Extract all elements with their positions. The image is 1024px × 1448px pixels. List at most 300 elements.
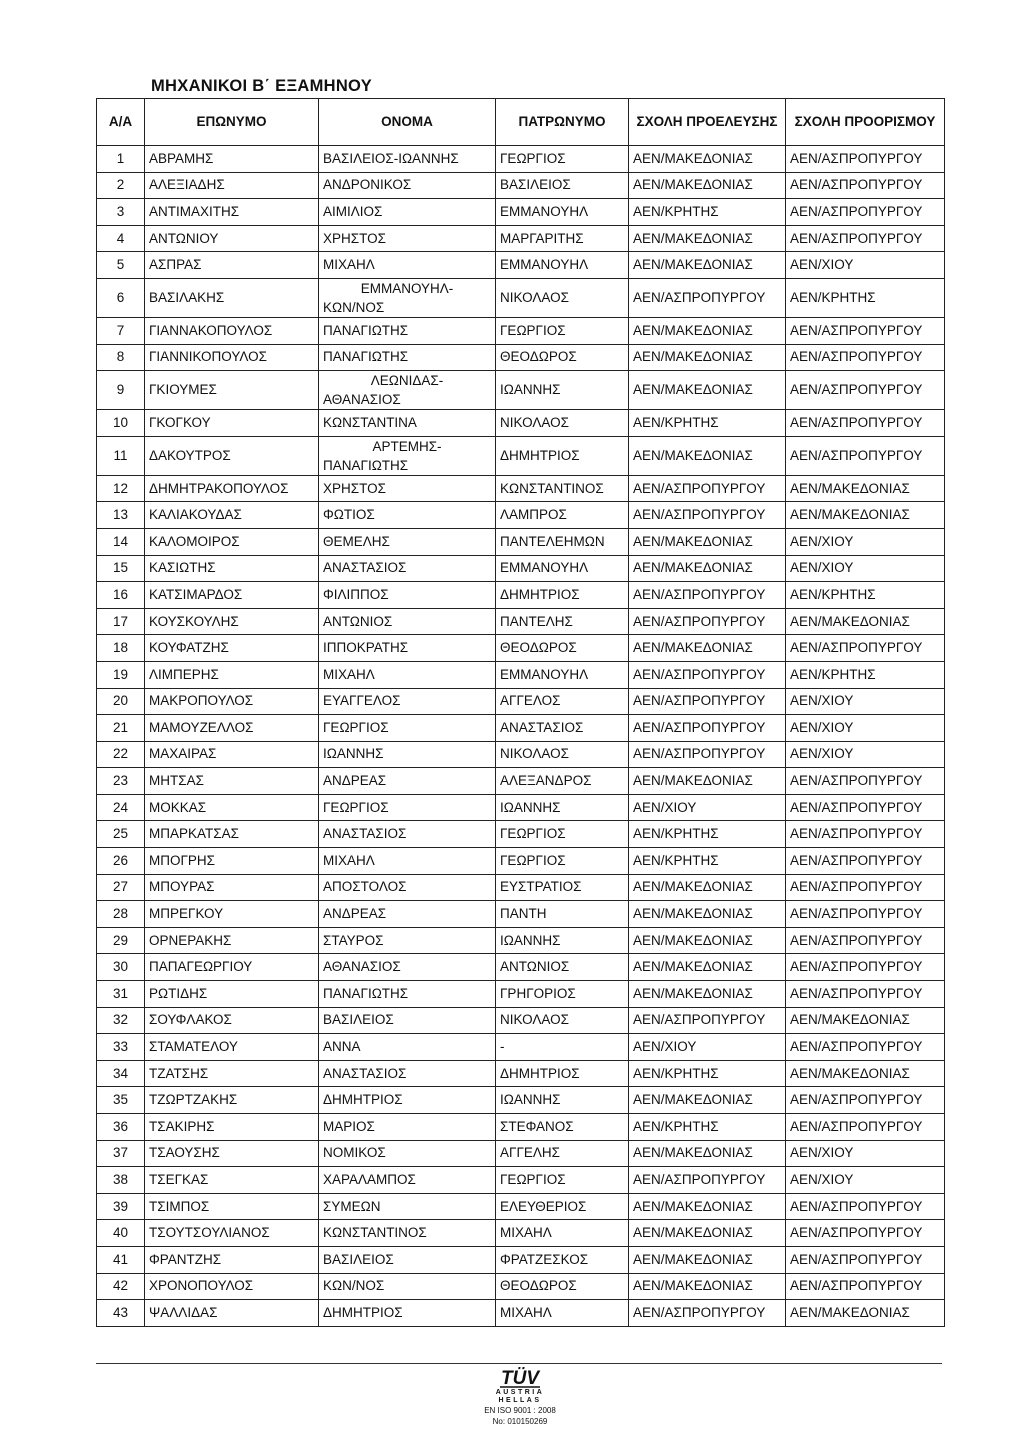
father-name-cell: ΕΜΜΑΝΟΥΗΛ [496,661,629,688]
name-cell: ΑΙΜΙΛΙΟΣ [319,199,496,226]
origin-school-cell: ΑΕΝ/ΚΡΗΤΗΣ [629,1060,786,1087]
destination-school-cell: ΑΕΝ/ΑΣΠΡΟΠΥΡΓΟΥ [786,1034,945,1061]
destination-school-cell: ΑΕΝ/ΑΣΠΡΟΠΥΡΓΟΥ [786,436,945,475]
row-number: 14 [97,528,145,555]
destination-school-cell: ΑΕΝ/ΜΑΚΕΔΟΝΙΑΣ [786,475,945,502]
name-cell: ΕΥΑΓΓΕΛΟΣ [319,688,496,715]
name-cell: ΔΗΜΗΤΡΙΟΣ [319,1300,496,1327]
table-row [97,954,945,981]
origin-school-cell: ΑΕΝ/ΜΑΚΕΔΟΝΙΑΣ [629,317,786,344]
row-number: 11 [97,436,145,475]
origin-school-cell: ΑΕΝ/ΜΑΚΕΔΟΝΙΑΣ [629,981,786,1008]
origin-school-cell: ΑΕΝ/ΜΑΚΕΔΟΝΙΑΣ [629,1140,786,1167]
origin-school-cell: ΑΕΝ/ΚΡΗΤΗΣ [629,1114,786,1141]
destination-school-cell: ΑΕΝ/ΑΣΠΡΟΠΥΡΓΟΥ [786,981,945,1008]
father-name-cell: ΓΕΩΡΓΙΟΣ [496,821,629,848]
destination-school-cell: ΑΕΝ/ΧΙΟΥ [786,555,945,582]
name-cell: ΜΙΧΑΗΛ [319,848,496,875]
table-row [97,199,945,226]
destination-school-cell: ΑΕΝ/ΚΡΗΤΗΣ [786,278,945,317]
table-row [97,635,945,662]
table-body [97,146,945,1327]
origin-school-cell: ΑΕΝ/ΜΑΚΕΔΟΝΙΑΣ [629,555,786,582]
father-name-cell: ΑΝΑΣΤΑΣΙΟΣ [496,715,629,742]
name-cell: ΧΡΗΣΤΟΣ [319,225,496,252]
table-row [97,688,945,715]
surname-cell: ΚΑΛΙΑΚΟΥΔΑΣ [145,502,319,529]
table-row [97,1273,945,1300]
father-name-cell: ΚΩΝΣΤΑΝΤΙΝΟΣ [496,475,629,502]
name-cell: ΕΜΜΑΝΟΥΗΛ- ΚΩΝ/ΝΟΣ [319,278,496,317]
destination-school-cell: ΑΕΝ/ΜΑΚΕΔΟΝΙΑΣ [786,608,945,635]
table-row [97,741,945,768]
origin-school-cell: ΑΕΝ/ΑΣΠΡΟΠΥΡΓΟΥ [629,1007,786,1034]
surname-cell: ΜΠΟΓΡΗΣ [145,848,319,875]
name-cell: ΠΑΝΑΓΙΩΤΗΣ [319,344,496,371]
surname-cell: ΜΑΜΟΥΖΕΛΛΟΣ [145,715,319,742]
row-number: 12 [97,475,145,502]
father-name-cell: ΔΗΜΗΤΡΙΟΣ [496,436,629,475]
row-number: 16 [97,582,145,609]
surname-cell: ΣΟΥΦΛΑΚΟΣ [145,1007,319,1034]
row-number: 17 [97,608,145,635]
row-number: 8 [97,344,145,371]
name-cell: ΔΗΜΗΤΡΙΟΣ [319,1087,496,1114]
origin-school-cell: ΑΕΝ/ΚΡΗΤΗΣ [629,199,786,226]
father-name-cell: ΙΩΑΝΝΗΣ [496,794,629,821]
destination-school-cell: ΑΕΝ/ΧΙΟΥ [786,1167,945,1194]
name-cell: ΣΤΑΥΡΟΣ [319,927,496,954]
destination-school-cell: ΑΕΝ/ΑΣΠΡΟΠΥΡΓΟΥ [786,1273,945,1300]
surname-cell: ΑΒΡΑΜΗΣ [145,146,319,173]
surname-cell: ΚΟΥΦΑΤΖΗΣ [145,635,319,662]
row-number: 22 [97,741,145,768]
row-number: 13 [97,502,145,529]
destination-school-cell: ΑΕΝ/ΑΣΠΡΟΠΥΡΓΟΥ [786,1114,945,1141]
destination-school-cell: ΑΕΝ/ΧΙΟΥ [786,688,945,715]
father-name-cell: ΑΛΕΞΑΝΔΡΟΣ [496,768,629,795]
father-name-cell: ΣΤΕΦΑΝΟΣ [496,1114,629,1141]
table-row [97,436,945,475]
father-name-cell: - [496,1034,629,1061]
table-row [97,1007,945,1034]
destination-school-cell: ΑΕΝ/ΜΑΚΕΔΟΝΙΑΣ [786,1060,945,1087]
destination-school-cell: ΑΕΝ/ΑΣΠΡΟΠΥΡΓΟΥ [786,848,945,875]
origin-school-cell: ΑΕΝ/ΑΣΠΡΟΠΥΡΓΟΥ [629,661,786,688]
name-cell: ΒΑΣΙΛΕΙΟΣ [319,1246,496,1273]
destination-school-cell: ΑΕΝ/ΑΣΠΡΟΠΥΡΓΟΥ [786,635,945,662]
destination-school-cell: ΑΕΝ/ΑΣΠΡΟΠΥΡΓΟΥ [786,874,945,901]
name-cell: ΠΑΝΑΓΙΩΤΗΣ [319,317,496,344]
table-row [97,1193,945,1220]
page-title: ΜΗΧΑΝΙΚΟΙ Β΄ ΕΞΑΜΗΝΟΥ [151,77,373,95]
surname-cell: ΓΙΑΝΝΙΚΟΠΟΥΛΟΣ [145,344,319,371]
origin-school-cell: ΑΕΝ/ΜΑΚΕΔΟΝΙΑΣ [629,436,786,475]
surname-cell: ΡΩΤΙΔΗΣ [145,981,319,1008]
table-row [97,1060,945,1087]
table-row [97,1167,945,1194]
destination-school-cell: ΑΕΝ/ΑΣΠΡΟΠΥΡΓΟΥ [786,1087,945,1114]
destination-school-cell: ΑΕΝ/ΑΣΠΡΟΠΥΡΓΟΥ [786,317,945,344]
row-number: 39 [97,1193,145,1220]
origin-school-cell: ΑΕΝ/ΜΑΚΕΔΟΝΙΑΣ [629,874,786,901]
row-number: 33 [97,1034,145,1061]
row-number: 6 [97,278,145,317]
destination-school-cell: ΑΕΝ/ΑΣΠΡΟΠΥΡΓΟΥ [786,927,945,954]
name-cell: ΑΝΔΡΕΑΣ [319,901,496,928]
row-number: 10 [97,410,145,437]
origin-school-cell: ΑΕΝ/ΜΑΚΕΔΟΝΙΑΣ [629,172,786,199]
surname-cell: ΓΚΟΓΚΟΥ [145,410,319,437]
name-cell: ΑΝΑΣΤΑΣΙΟΣ [319,821,496,848]
table-row [97,146,945,173]
name-cell: ΑΝΑΣΤΑΣΙΟΣ [319,1060,496,1087]
name-cell: ΚΩΝΣΤΑΝΤΙΝΑ [319,410,496,437]
father-name-cell: ΦΡΑΤΖΕΣΚΟΣ [496,1246,629,1273]
row-number: 2 [97,172,145,199]
table-row [97,1220,945,1247]
father-name-cell: ΙΩΑΝΝΗΣ [496,371,629,410]
row-number: 19 [97,661,145,688]
logo-austria: AUSTRIA [495,1389,545,1396]
name-cell: ΑΝΝΑ [319,1034,496,1061]
destination-school-cell: ΑΕΝ/ΜΑΚΕΔΟΝΙΑΣ [786,1300,945,1327]
row-number: 20 [97,688,145,715]
origin-school-cell: ΑΕΝ/ΜΑΚΕΔΟΝΙΑΣ [629,1087,786,1114]
name-cell: ΜΙΧΑΗΛ [319,661,496,688]
origin-school-cell: ΑΕΝ/ΜΑΚΕΔΟΝΙΑΣ [629,528,786,555]
table-row [97,927,945,954]
surname-cell: ΓΙΑΝΝΑΚΟΠΟΥΛΟΣ [145,317,319,344]
father-name-cell: ΜΙΧΑΗΛ [496,1220,629,1247]
row-number: 1 [97,146,145,173]
name-cell: ΑΠΟΣΤΟΛΟΣ [319,874,496,901]
father-name-cell: ΜΙΧΑΗΛ [496,1300,629,1327]
father-name-cell: ΓΕΩΡΓΙΟΣ [496,848,629,875]
surname-cell: ΔΑΚΟΥΤΡΟΣ [145,436,319,475]
origin-school-cell: ΑΕΝ/ΑΣΠΡΟΠΥΡΓΟΥ [629,475,786,502]
destination-school-cell: ΑΕΝ/ΜΑΚΕΔΟΝΙΑΣ [786,502,945,529]
surname-cell: ΟΡΝΕΡΑΚΗΣ [145,927,319,954]
origin-school-cell: ΑΕΝ/ΜΑΚΕΔΟΝΙΑΣ [629,1193,786,1220]
table-row [97,794,945,821]
row-number: 3 [97,199,145,226]
father-name-cell: ΝΙΚΟΛΑΟΣ [496,1007,629,1034]
row-number: 4 [97,225,145,252]
surname-cell: ΑΣΠΡΑΣ [145,252,319,279]
origin-school-cell: ΑΕΝ/ΧΙΟΥ [629,794,786,821]
table-row [97,848,945,875]
origin-school-cell: ΑΕΝ/ΑΣΠΡΟΠΥΡΓΟΥ [629,582,786,609]
row-number: 34 [97,1060,145,1087]
surname-cell: ΜΟΚΚΑΣ [145,794,319,821]
surname-cell: ΜΠΑΡΚΑΤΣΑΣ [145,821,319,848]
destination-school-cell: ΑΕΝ/ΑΣΠΡΟΠΥΡΓΟΥ [786,1220,945,1247]
origin-school-cell: ΑΕΝ/ΧΙΟΥ [629,1034,786,1061]
surname-cell: ΤΣΟΥΤΣΟΥΛΙΑΝΟΣ [145,1220,319,1247]
surname-cell: ΚΑΤΣΙΜΑΡΔΟΣ [145,582,319,609]
surname-cell: ΤΣΑΟΥΣΗΣ [145,1140,319,1167]
row-number: 23 [97,768,145,795]
destination-school-cell: ΑΕΝ/ΑΣΠΡΟΠΥΡΓΟΥ [786,146,945,173]
table-row [97,252,945,279]
surname-cell: ΧΡΟΝΟΠΟΥΛΟΣ [145,1273,319,1300]
name-cell: ΚΩΝΣΤΑΝΤΙΝΟΣ [319,1220,496,1247]
destination-school-cell: ΑΕΝ/ΜΑΚΕΔΟΝΙΑΣ [786,1007,945,1034]
name-cell: ΑΝΤΩΝΙΟΣ [319,608,496,635]
origin-school-cell: ΑΕΝ/ΑΣΠΡΟΠΥΡΓΟΥ [629,688,786,715]
row-number: 30 [97,954,145,981]
name-cell: ΘΕΜΕΛΗΣ [319,528,496,555]
footer-divider [96,1363,942,1364]
row-number: 24 [97,794,145,821]
table-row [97,502,945,529]
row-number: 41 [97,1246,145,1273]
father-name-cell: ΝΙΚΟΛΑΟΣ [496,741,629,768]
table-row [97,821,945,848]
surname-cell: ΑΛΕΞΙΑΔΗΣ [145,172,319,199]
row-number: 31 [97,981,145,1008]
name-cell: ΦΩΤΙΟΣ [319,502,496,529]
destination-school-cell: ΑΕΝ/ΧΙΟΥ [786,715,945,742]
surname-cell: ΤΣΙΜΠΟΣ [145,1193,319,1220]
destination-school-cell: ΑΕΝ/ΧΙΟΥ [786,528,945,555]
table-row [97,901,945,928]
origin-school-cell: ΑΕΝ/ΜΑΚΕΔΟΝΙΑΣ [629,901,786,928]
origin-school-cell: ΑΕΝ/ΜΑΚΕΔΟΝΙΑΣ [629,1246,786,1273]
table-header-row [97,99,945,146]
row-number: 32 [97,1007,145,1034]
logo-wordmark: TÜV [501,1368,539,1389]
table-row [97,582,945,609]
origin-school-cell: ΑΕΝ/ΑΣΠΡΟΠΥΡΓΟΥ [629,608,786,635]
surname-cell: ΜΗΤΣΑΣ [145,768,319,795]
name-cell: ΝΟΜΙΚΟΣ [319,1140,496,1167]
origin-school-cell: ΑΕΝ/ΜΑΚΕΔΟΝΙΑΣ [629,1273,786,1300]
row-number: 35 [97,1087,145,1114]
name-cell: ΣΥΜΕΩΝ [319,1193,496,1220]
row-number: 28 [97,901,145,928]
origin-school-cell: ΑΕΝ/ΚΡΗΤΗΣ [629,821,786,848]
surname-cell: ΤΣΑΚΙΡΗΣ [145,1114,319,1141]
table-row [97,661,945,688]
row-number: 18 [97,635,145,662]
row-number: 42 [97,1273,145,1300]
origin-school-cell: ΑΕΝ/ΜΑΚΕΔΟΝΙΑΣ [629,927,786,954]
name-cell: ΦΙΛΙΠΠΟΣ [319,582,496,609]
row-number: 15 [97,555,145,582]
table-row [97,371,945,410]
surname-cell: ΚΟΥΣΚΟΥΛΗΣ [145,608,319,635]
surname-cell: ΦΡΑΝΤΖΗΣ [145,1246,319,1273]
row-number: 38 [97,1167,145,1194]
table-row [97,278,945,317]
father-name-cell: ΠΑΝΤΕΛΗΣ [496,608,629,635]
iso-standard: EN ISO 9001 : 2008 [484,1406,556,1415]
origin-school-cell: ΑΕΝ/ΑΣΠΡΟΠΥΡΓΟΥ [629,278,786,317]
table-row [97,874,945,901]
name-cell: ΧΑΡΑΛΑΜΠΟΣ [319,1167,496,1194]
row-number: 21 [97,715,145,742]
table-row [97,715,945,742]
father-name-cell: ΝΙΚΟΛΑΟΣ [496,410,629,437]
father-name-cell: ΕΜΜΑΝΟΥΗΛ [496,252,629,279]
table-row [97,1300,945,1327]
name-cell: ΚΩΝ/ΝΟΣ [319,1273,496,1300]
name-cell: ΜΙΧΑΗΛ [319,252,496,279]
name-cell: ΓΕΩΡΓΙΟΣ [319,794,496,821]
table-row [97,225,945,252]
row-number: 9 [97,371,145,410]
table-row [97,768,945,795]
origin-school-cell: ΑΕΝ/ΑΣΠΡΟΠΥΡΓΟΥ [629,1167,786,1194]
father-name-cell: ΕΜΜΑΝΟΥΗΛ [496,199,629,226]
destination-school-cell: ΑΕΝ/ΑΣΠΡΟΠΥΡΓΟΥ [786,371,945,410]
father-name-cell: ΘΕΟΔΩΡΟΣ [496,635,629,662]
name-cell: ΑΝΑΣΤΑΣΙΟΣ [319,555,496,582]
origin-school-cell: ΑΕΝ/ΜΑΚΕΔΟΝΙΑΣ [629,344,786,371]
header-name: ΟΝΟΜΑ [319,99,496,146]
father-name-cell: ΒΑΣΙΛΕΙΟΣ [496,172,629,199]
origin-school-cell: ΑΕΝ/ΜΑΚΕΔΟΝΙΑΣ [629,252,786,279]
table-row [97,981,945,1008]
origin-school-cell: ΑΕΝ/ΜΑΚΕΔΟΝΙΑΣ [629,146,786,173]
header-aa: Α/Α [97,99,145,146]
table-row [97,1140,945,1167]
father-name-cell: ΜΑΡΓΑΡΙΤΗΣ [496,225,629,252]
name-cell: ΙΠΠΟΚΡΑΤΗΣ [319,635,496,662]
surname-cell: ΠΑΠΑΓΕΩΡΓΙΟΥ [145,954,319,981]
name-cell: ΧΡΗΣΤΟΣ [319,475,496,502]
surname-cell: ΤΣΕΓΚΑΣ [145,1167,319,1194]
destination-school-cell: ΑΕΝ/ΑΣΠΡΟΠΥΡΓΟΥ [786,954,945,981]
row-number: 29 [97,927,145,954]
origin-school-cell: ΑΕΝ/ΜΑΚΕΔΟΝΙΑΣ [629,225,786,252]
destination-school-cell: ΑΕΝ/ΧΙΟΥ [786,1140,945,1167]
table-row [97,608,945,635]
table-row [97,317,945,344]
destination-school-cell: ΑΕΝ/ΑΣΠΡΟΠΥΡΓΟΥ [786,199,945,226]
engineers-table [96,98,945,1327]
father-name-cell: ΓΡΗΓΟΡΙΟΣ [496,981,629,1008]
destination-school-cell: ΑΕΝ/ΧΙΟΥ [786,741,945,768]
surname-cell: ΜΠΟΥΡΑΣ [145,874,319,901]
logo-hellas: HELLAS [498,1397,542,1404]
destination-school-cell: ΑΕΝ/ΧΙΟΥ [786,252,945,279]
surname-cell: ΔΗΜΗΤΡΑΚΟΠΟΥΛΟΣ [145,475,319,502]
table-row [97,1246,945,1273]
table-row [97,344,945,371]
surname-cell: ΚΑΣΙΩΤΗΣ [145,555,319,582]
surname-cell: ΣΤΑΜΑΤΕΛΟΥ [145,1034,319,1061]
row-number: 43 [97,1300,145,1327]
surname-cell: ΛΙΜΠΕΡΗΣ [145,661,319,688]
header-father-name: ΠΑΤΡΩΝΥΜΟ [496,99,629,146]
destination-school-cell: ΑΕΝ/ΚΡΗΤΗΣ [786,582,945,609]
name-cell: ΑΘΑΝΑΣΙΟΣ [319,954,496,981]
row-number: 37 [97,1140,145,1167]
father-name-cell: ΙΩΑΝΝΗΣ [496,1087,629,1114]
surname-cell: ΑΝΤΙΜΑΧΙΤΗΣ [145,199,319,226]
destination-school-cell: ΑΕΝ/ΑΣΠΡΟΠΥΡΓΟΥ [786,410,945,437]
table-row [97,1087,945,1114]
row-number: 7 [97,317,145,344]
destination-school-cell: ΑΕΝ/ΑΣΠΡΟΠΥΡΓΟΥ [786,768,945,795]
surname-cell: ΤΖΩΡΤΖΑΚΗΣ [145,1087,319,1114]
surname-cell: ΓΚΙΟΥΜΕΣ [145,371,319,410]
table-row [97,1034,945,1061]
father-name-cell: ΓΕΩΡΓΙΟΣ [496,146,629,173]
name-cell: ΙΩΑΝΝΗΣ [319,741,496,768]
father-name-cell: ΕΜΜΑΝΟΥΗΛ [496,555,629,582]
origin-school-cell: ΑΕΝ/ΑΣΠΡΟΠΥΡΓΟΥ [629,741,786,768]
origin-school-cell: ΑΕΝ/ΜΑΚΕΔΟΝΙΑΣ [629,768,786,795]
origin-school-cell: ΑΕΝ/ΚΡΗΤΗΣ [629,848,786,875]
header-origin-school: ΣΧΟΛΗ ΠΡΟΕΛΕΥΣΗΣ [629,99,786,146]
destination-school-cell: ΑΕΝ/ΑΣΠΡΟΠΥΡΓΟΥ [786,172,945,199]
destination-school-cell: ΑΕΝ/ΑΣΠΡΟΠΥΡΓΟΥ [786,821,945,848]
row-number: 26 [97,848,145,875]
destination-school-cell: ΑΕΝ/ΑΣΠΡΟΠΥΡΓΟΥ [786,1193,945,1220]
surname-cell: ΜΠΡΕΓΚΟΥ [145,901,319,928]
surname-cell: ΜΑΚΡΟΠΟΥΛΟΣ [145,688,319,715]
table-row [97,172,945,199]
table-row [97,528,945,555]
name-cell: ΠΑΝΑΓΙΩΤΗΣ [319,981,496,1008]
surname-cell: ΨΑΛΛΙΔΑΣ [145,1300,319,1327]
table-row [97,555,945,582]
destination-school-cell: ΑΕΝ/ΑΣΠΡΟΠΥΡΓΟΥ [786,794,945,821]
origin-school-cell: ΑΕΝ/ΜΑΚΕΔΟΝΙΑΣ [629,635,786,662]
father-name-cell: ΘΕΟΔΩΡΟΣ [496,1273,629,1300]
origin-school-cell: ΑΕΝ/ΜΑΚΕΔΟΝΙΑΣ [629,954,786,981]
name-cell: ΛΕΩΝΙΔΑΣ- ΑΘΑΝΑΣΙΟΣ [319,371,496,410]
destination-school-cell: ΑΕΝ/ΑΣΠΡΟΠΥΡΓΟΥ [786,901,945,928]
father-name-cell: ΛΑΜΠΡΟΣ [496,502,629,529]
surname-cell: ΒΑΣΙΛΑΚΗΣ [145,278,319,317]
name-cell: ΑΝΔΡΟΝΙΚΟΣ [319,172,496,199]
row-number: 5 [97,252,145,279]
father-name-cell: ΓΕΩΡΓΙΟΣ [496,317,629,344]
father-name-cell: ΓΕΩΡΓΙΟΣ [496,1167,629,1194]
tuv-logo-icon [492,1367,548,1389]
surname-cell: ΚΑΛΟΜΟΙΡΟΣ [145,528,319,555]
destination-school-cell: ΑΕΝ/ΚΡΗΤΗΣ [786,661,945,688]
name-cell: ΑΝΔΡΕΑΣ [319,768,496,795]
father-name-cell: ΠΑΝΤΗ [496,901,629,928]
origin-school-cell: ΑΕΝ/ΑΣΠΡΟΠΥΡΓΟΥ [629,502,786,529]
table-row [97,475,945,502]
name-cell: ΑΡΤΕΜΗΣ- ΠΑΝΑΓΙΩΤΗΣ [319,436,496,475]
father-name-cell: ΠΑΝΤΕΛΕΗΜΩΝ [496,528,629,555]
name-cell: ΒΑΣΙΛΕΙΟΣ-ΙΩΑΝΝΗΣ [319,146,496,173]
row-number: 27 [97,874,145,901]
destination-school-cell: ΑΕΝ/ΑΣΠΡΟΠΥΡΓΟΥ [786,344,945,371]
father-name-cell: ΘΕΟΔΩΡΟΣ [496,344,629,371]
row-number: 40 [97,1220,145,1247]
father-name-cell: ΔΗΜΗΤΡΙΟΣ [496,582,629,609]
name-cell: ΒΑΣΙΛΕΙΟΣ [319,1007,496,1034]
header-destination-school: ΣΧΟΛΗ ΠΡΟΟΡΙΣΜΟΥ [786,99,945,146]
origin-school-cell: ΑΕΝ/ΜΑΚΕΔΟΝΙΑΣ [629,371,786,410]
father-name-cell: ΝΙΚΟΛΑΟΣ [496,278,629,317]
name-cell: ΓΕΩΡΓΙΟΣ [319,715,496,742]
origin-school-cell: ΑΕΝ/ΚΡΗΤΗΣ [629,410,786,437]
surname-cell: ΜΑΧΑΙΡΑΣ [145,741,319,768]
father-name-cell: ΕΥΣΤΡΑΤΙΟΣ [496,874,629,901]
father-name-cell: ΙΩΑΝΝΗΣ [496,927,629,954]
row-number: 25 [97,821,145,848]
